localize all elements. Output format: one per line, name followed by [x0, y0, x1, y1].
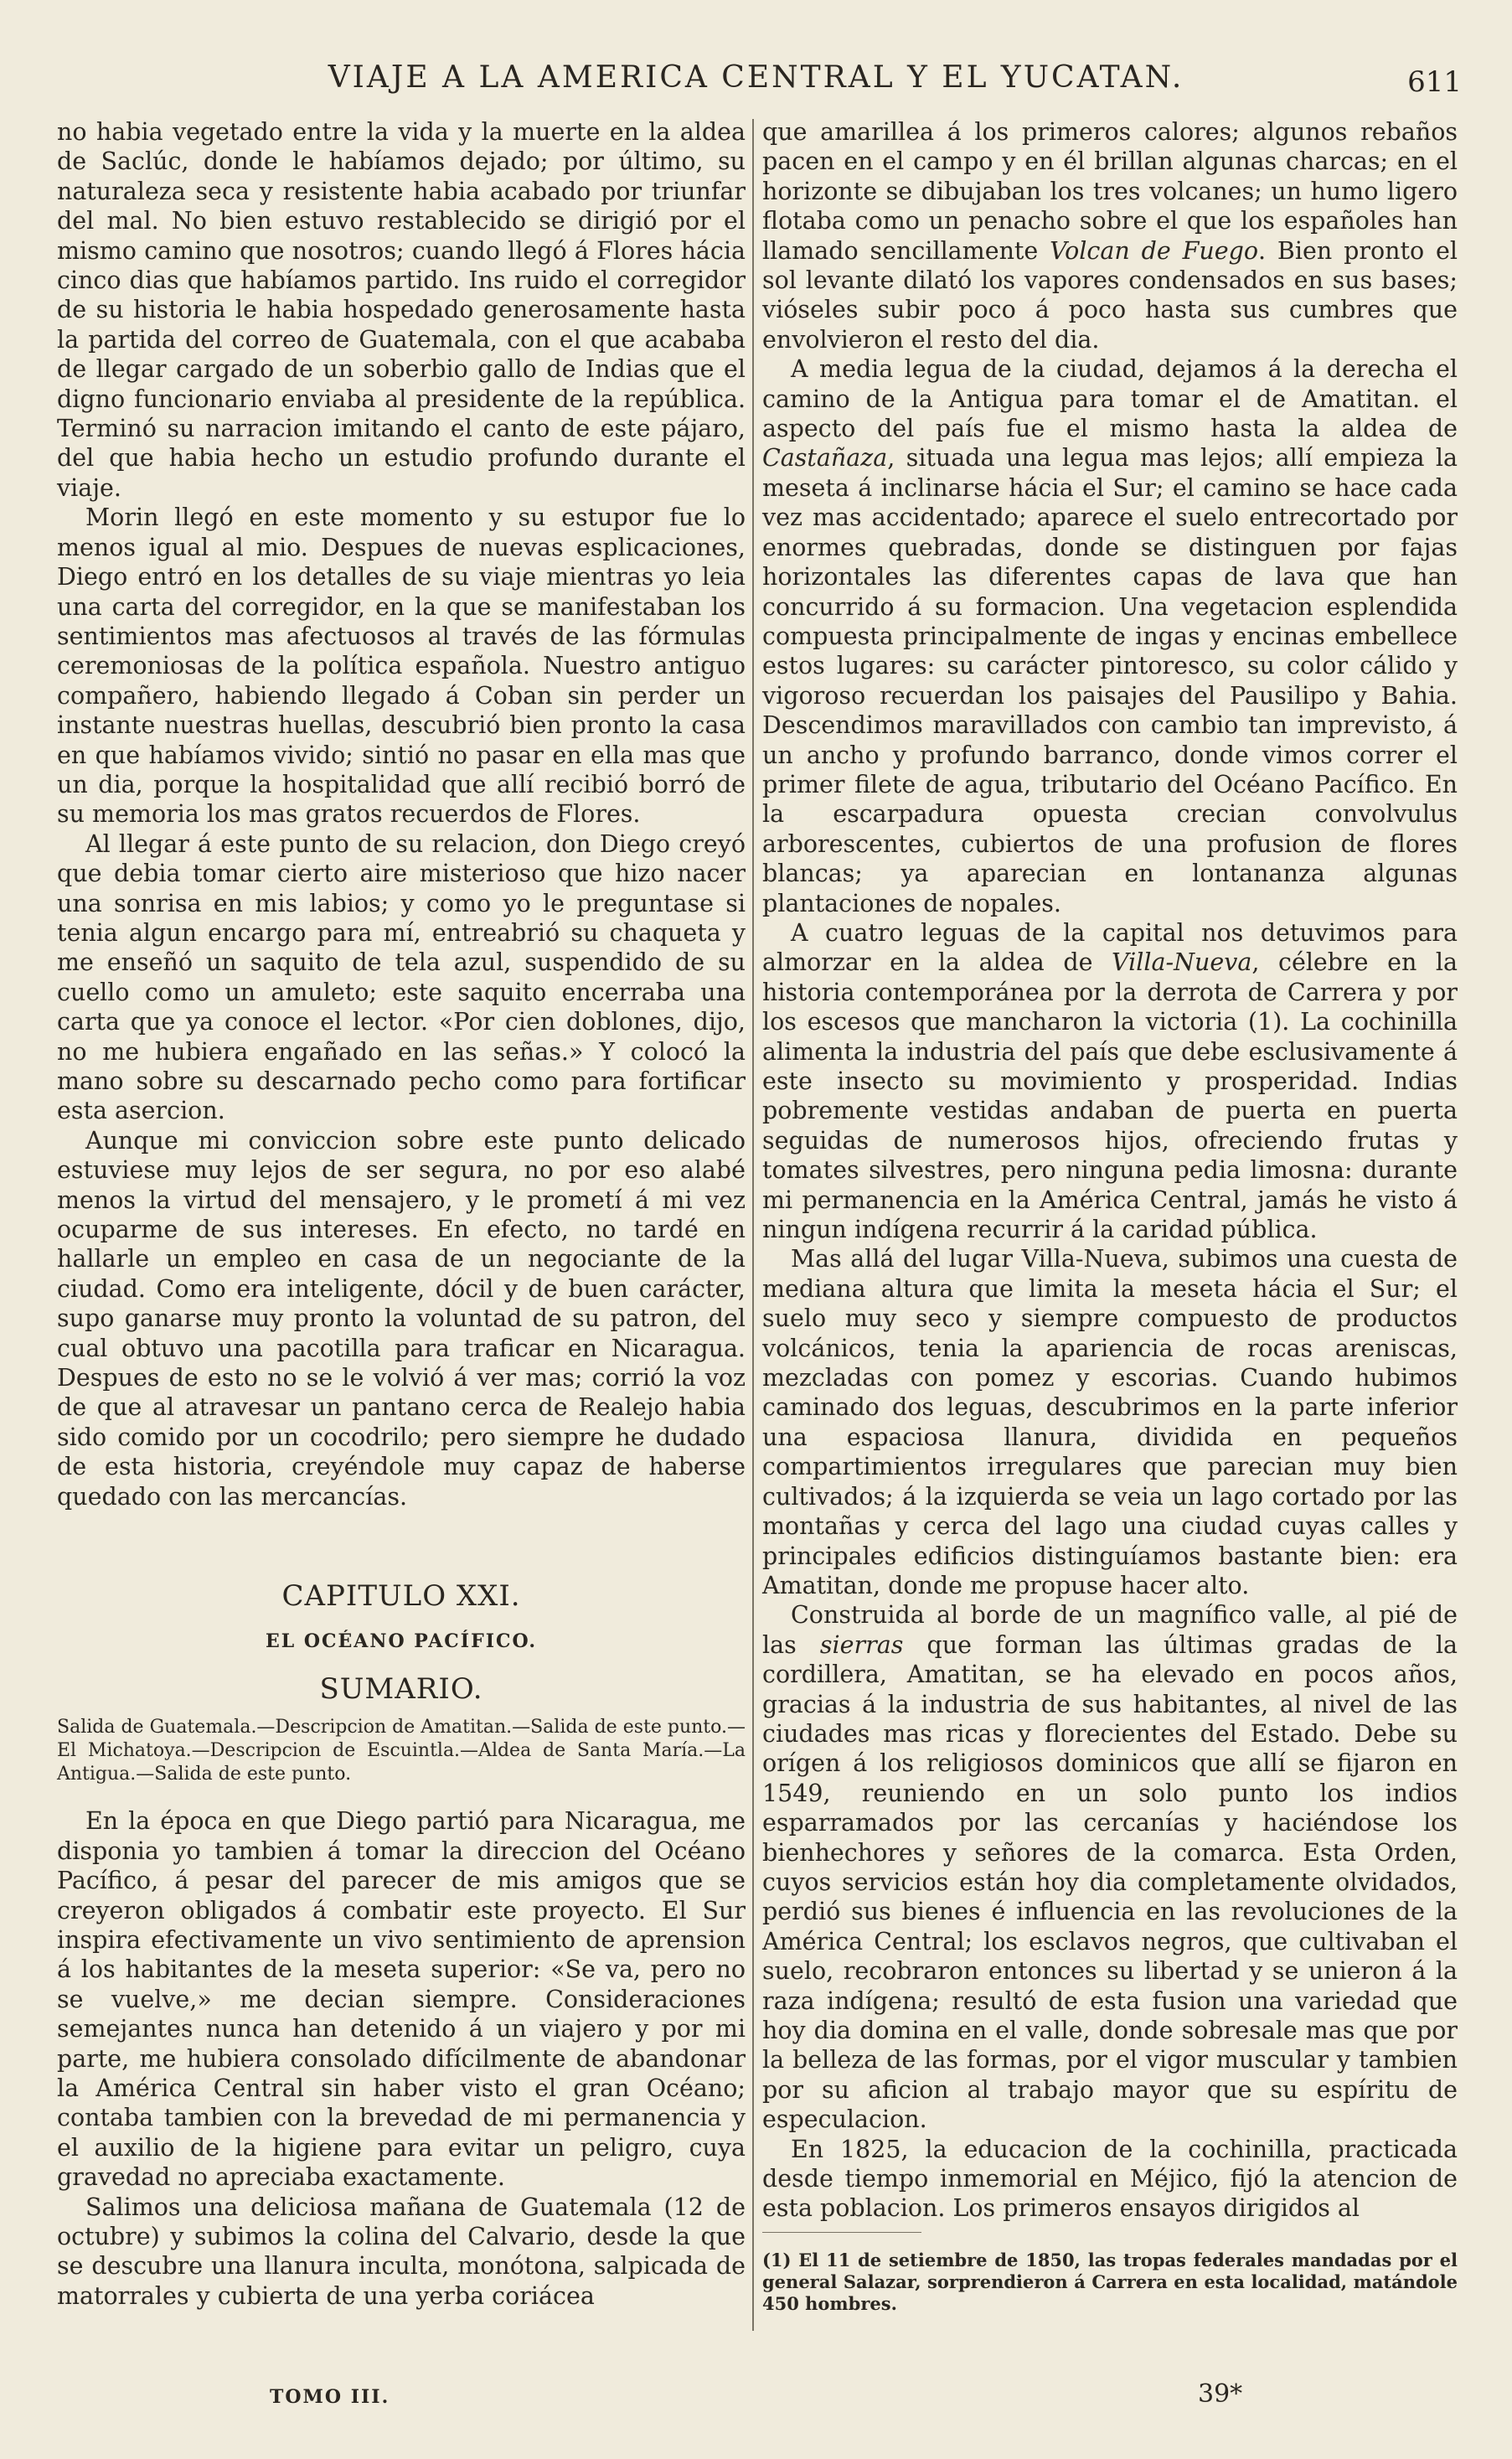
paragraph: A cuatro leguas de la capital nos detuvimos para almorzar en la aldea de Villa-Nueva, célebre en la historia contemporánea por la derrota de Carrera y por los escesos que mancharon la victoria (1). La cochinilla alimenta la industria del país que debe esclusivamente á este insecto su movimiento y prosperidad. Indias pobremente vestidas andaban de puerta en puerta seguidas de numerosos hijos, ofreciendo frutas y tomates silvestres, pero ninguna pedia limosna: durante mi permanencia en la América Central, jamás he visto á ningun indígena recurrir á la caridad pública.	[762, 918, 1458, 1244]
summary-text: Salida de Guatemala.—Descripcion de Amatitan.—Salida de este punto.—El Michatoya.—Descripcion de Escuintla.—Aldea de Santa María.—La Antigua.—Salida de este punto.	[57, 1717, 746, 1785]
signature-mark: 39*	[1198, 2379, 1243, 2409]
italic-term: Volcan de Fuego	[1050, 236, 1258, 265]
column-divider	[752, 119, 754, 2331]
paragraph: no habia vegetado entre la vida y la muerte en la aldea de Saclúc, donde le habíamos dejado; por último, su naturaleza seca y resistente habia acabado por triunfar del mal. No bien estuvo restablecido se dirigió por el mismo camino que nosotros; cuando llegó á Flores hácia cinco dias que habíamos partido. Ins ruido el corregidor de su historia le habia hospedado generosamente hasta la partida del correo de Guatemala, con el que acababa de llegar cargado de un soberbio gallo de Indias que el digno funcionario enviaba al presidente de la república. Terminó su narracion imitando el canto de este pájaro, del que habia hecho un estudio profundo durante el viaje.	[57, 118, 746, 502]
paragraph: Aunque mi conviccion sobre este punto delicado estuviese muy lejos de ser segura, no por eso alabé menos la virtud del mensajero, y le prometí á mi vez ocuparme de sus intereses. En efecto, no tardé en hallarle un empleo en casa de un negociante de la ciudad. Como era inteligente, dócil y de buen carácter, supo ganarse muy pronto la voluntad de su patron, del cual obtuvo una pacotilla para traficar en Nicaragua. Despues de esto no se le volvió á ver mas; corrió la voz de que al atravesar un pantano cerca de Realejo habia sido comido por un cocodrilo; pero siempre he dudado de esta historia, creyéndole muy capaz de haberse quedado con las mercancías.	[57, 1126, 746, 1511]
paragraph: En la época en que Diego partió para Nicaragua, me disponia yo tambien á tomar la direccion del Océano Pacífico, á pesar del parecer de mis amigos que se creyeron obligados á combatir este proyecto. El Sur inspira efectivamente un vivo sentimiento de aprension á los habitantes de la meseta superior: «Se va, pero no se vuelve,» me decian siempre. Consideraciones semejantes nunca han detenido á un viajero y por mi parte, me hubiera consolado difícilmente de abandonar la América Central sin haber visto el gran Océano; contaba tambien con la brevedad de mi permanencia y el auxilio de la higiene para evitar un peligro, cuya gravedad no apreciaba exactamente.	[57, 1807, 746, 2192]
right-column	[762, 117, 1458, 2315]
running-title: VIAJE A LA AMERICA CENTRAL Y EL YUCATAN.	[328, 60, 1184, 95]
paragraph: Al llegar á este punto de su relacion, don Diego creyó que debia tomar cierto aire misterioso que hizo nacer una sonrisa en mis labios; y como yo le preguntase si tenia algun encargo para mí, entreabrió su chaqueta y me enseñó un saquito de tela azul, suspendido de su cuello como un amuleto; este saquito encerraba una carta que ya conoce el lector. «Por cien doblones, dijo, no me hubiera engañado en las señas.» Y colocó la mano sobre su descarnado pecho como para fortificar esta asercion.	[57, 829, 746, 1125]
paragraph: Morin llegó en este momento y su estupor fue lo menos igual al mio. Despues de nuevas esplicaciones, Diego entró en los detalles de su viaje mientras yo leia una carta del corregidor, en la que se manifestaban los sentimientos mas afectuosos al través de las fórmulas ceremoniosas de la política española. Nuestro antiguo compañero, habiendo llegado á Coban sin perder un instante nuestras huellas, descubrió bien pronto la casa en que habíamos vivido; sintió no pasar en ella mas que un dia, porque la hospitalidad que allí recibió borró de su memoria los mas gratos recuerdos de Flores.	[57, 504, 746, 829]
paragraph: A media legua de la ciudad, dejamos á la derecha el camino de la Antigua para tomar el de Amatitan. el aspecto del país fue el mismo hasta la aldea de Castañaza, situada una legua mas lejos; allí empieza la meseta á inclinarse hácia el Sur; el camino se hace cada vez mas accidentado; aparece el suelo entrecortado por enormes quebradas, donde se distinguen por fajas horizontales las diferentes capas de lava que han concurrido á su formacion. Una vegetacion esplendida compuesta principalmente de ingas y encinas embellece estos lugares: su carácter pintoresco, su color cálido y vigoroso recuerdan los paisajes del Pausilipo y Bahia. Descendimos maravillados con cambio tan imprevisto, á un ancho y profundo barranco, donde vimos correr el primer filete de agua, tributario del Océano Pacífico. En la escarpadura opuesta crecian convolvulus arborescentes, cubiertos de una profusion de flores blancas; ya aparecian en lontananza algunas plantaciones de nopales.	[762, 355, 1458, 917]
paragraph: En 1825, la educacion de la cochinilla, practicada desde tiempo inmemorial en Méjico, fijó la atencion de esta poblacion. Los primeros ensayos dirigidos al	[762, 2135, 1458, 2223]
paragraph: que amarillea á los primeros calores; algunos rebaños pacen en el campo y en él brillan algunas charcas; en el horizonte se dibujaban los tres volcanes; un humo ligero flotaba como un penacho sobre el que los españoles han llamado sencillamente Volcan de Fuego. Bien pronto el sol levante dilató los vapores condensados en sus bases; vióseles subir poco á poco hasta sus cumbres que envolvieron el resto del dia.	[762, 118, 1458, 354]
chapter-subtitle: EL OCÉANO PACÍFICO.	[265, 1630, 538, 1652]
running-head	[50, 60, 1462, 111]
volume-mark: TOMO III.	[270, 2386, 390, 2408]
paragraph: Salimos una deliciosa mañana de Guatemala (12 de octubre) y subimos la colina del Calvario, desde la que se descubre una llanura inculta, monótona, salpicada de matorrales y cubierta de una yerba coriácea	[57, 2193, 746, 2310]
italic-term: sierras	[819, 1630, 904, 1659]
paragraph: Mas allá del lugar Villa-Nueva, subimos una cuesta de mediana altura que limita la meseta hácia el Sur; el suelo muy seco y siempre compuesto de productos volcánicos, tenia la apariencia de rocas areniscas, mezcladas con pomez y escorias. Cuando hubimos caminado dos leguas, descubrimos en la parte inferior una espaciosa llanura, dividida en pequeños compartimientos irregulares que parecian muy bien cultivados; á la izquierda se veia un lago cortado por las montañas y cerca del lago una ciudad cuyas calles y principales edificios distinguíamos bastante bien: era Amatitan, donde me propuse hacer alto.	[762, 1245, 1458, 1599]
left-column	[57, 117, 746, 2311]
paragraph: Construida al borde de un magnífico valle, al pié de las sierras que forman las últimas gradas de la cordillera, Amatitan, se ha elevado en pocos años, gracias á la industria de sus habitantes, al nivel de las ciudades mas ricas y florecientes del Estado. Debe su orígen á los religiosos dominicos que allí se fijaron en 1549, reuniendo en un solo punto los indios esparramados por las cercanías y haciéndose los bienhechores y señores de la comarca. Esta Orden, cuyos servicios están hoy dia completamente olvidados, perdió sus bienes é influencia en las revoluciones de la América Central; los esclavos negros, que cultivaban el suelo, recobraron entonces su libertad y se unieron á la raza indígena; resultó de esta fusion una variedad que hoy dia domina en el valle, donde sobresale mas que por la belleza de las formas, por el vigor muscular y tambien por su aficion al trabajo mayor que su espíritu de especulacion.	[762, 1601, 1458, 2134]
summary-heading: SUMARIO.	[319, 1671, 483, 1706]
footnote: (1) El 11 de setiembre de 1850, las tropas federales mandadas por el general Salazar, sorprendieron á Carrera en esta localidad, matándole 450 hombres.	[762, 2249, 1458, 2314]
footnote-rule	[762, 2232, 921, 2233]
italic-term: Villa-Nueva	[1112, 948, 1252, 977]
chapter-title: CAPITULO XXI.	[281, 1579, 521, 1614]
italic-term: Castañaza	[762, 444, 888, 473]
page-number: 611	[1407, 65, 1462, 99]
